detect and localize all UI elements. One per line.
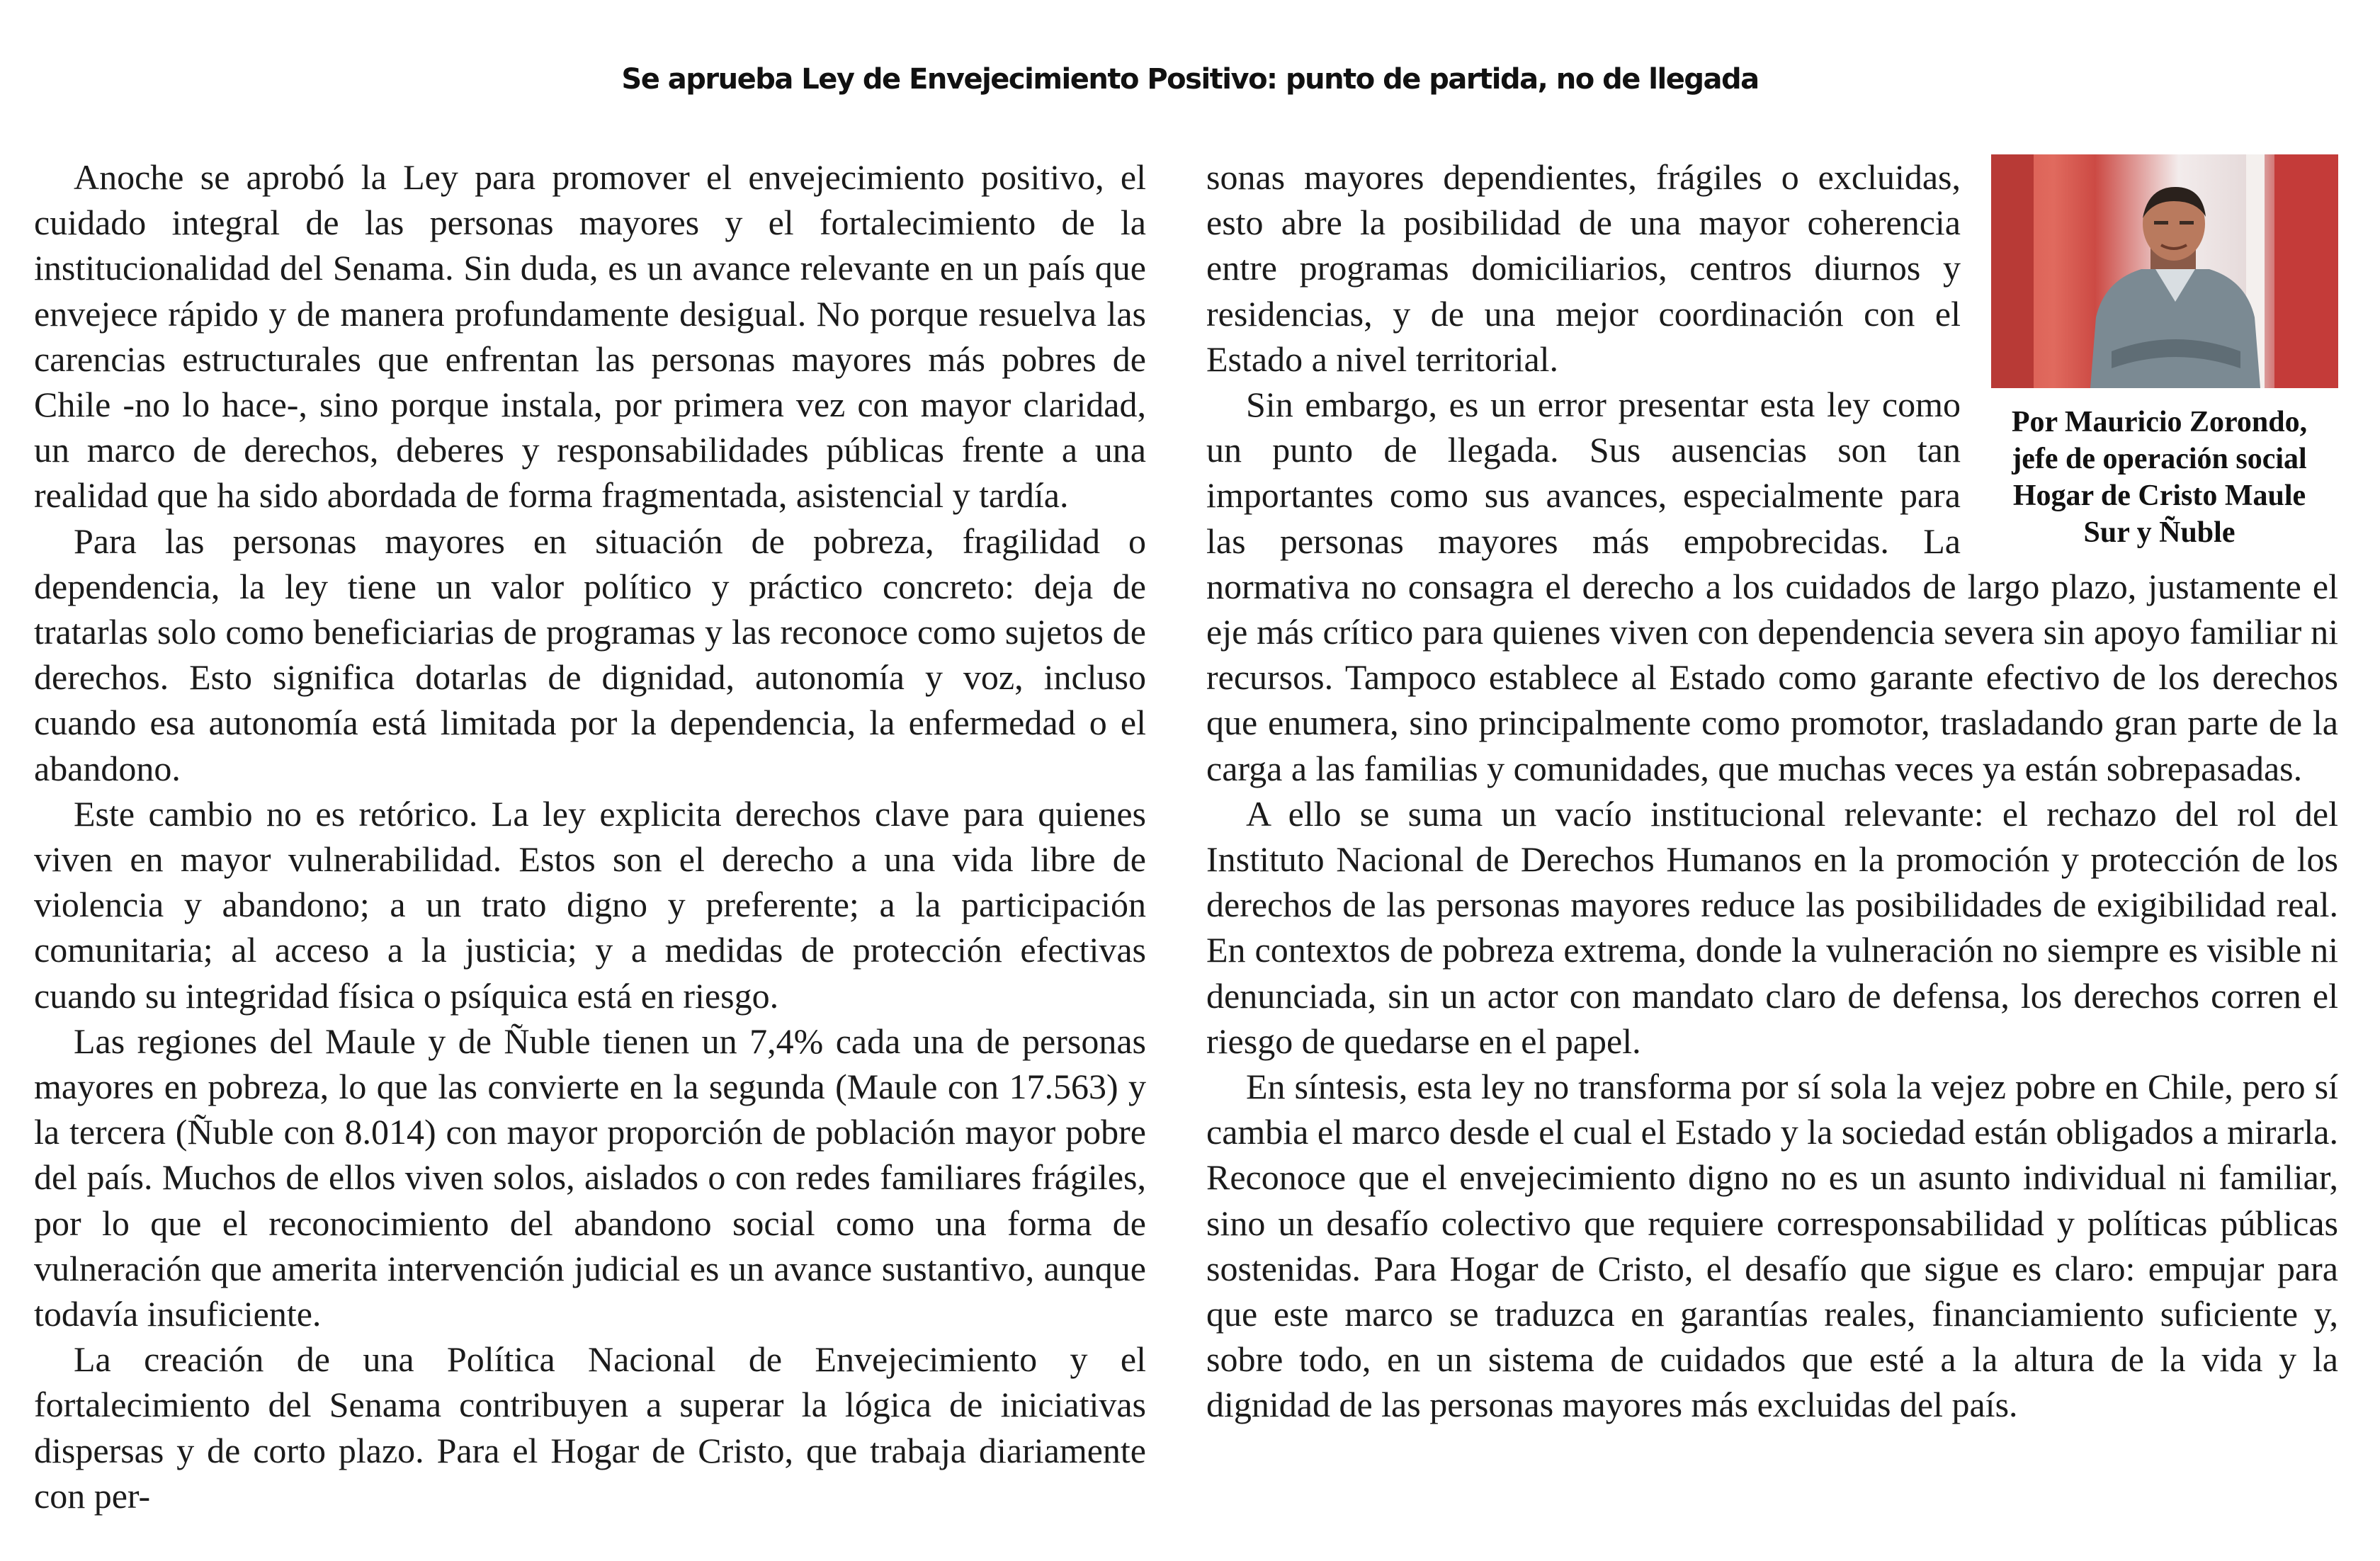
- author-caption: [1980, 404, 2338, 551]
- caption-line-2: jefe de operación social: [2012, 443, 2307, 475]
- paragraph-6: sonas mayores dependientes, frágiles o excluidas, esto abre la posibilidad de una mayor coherencia entre programas domiciliarios, centros diurnos y residencias, y de una mejor coordinación con el Estado a nivel territorial.: [1206, 157, 1961, 379]
- caption-line-1: Por Mauricio Zorondo,: [2011, 406, 2308, 438]
- person-figure-icon: [2083, 183, 2267, 388]
- caption-line-3: Hogar de Cristo Maule: [2012, 479, 2306, 512]
- paragraph-3: Este cambio no es retórico. La ley explicita derechos clave para quienes viven en mayor vulnerabilidad. Estos son el derecho a una vida libre de violencia y abandono; a un trato digno y preferente; a la participación comunitaria; al acceso a la justicia; y a medidas de protección efectivas cuando su integridad física o psíquica está en riesgo.: [34, 793, 1146, 1016]
- paragraph-8: A ello se suma un vacío institucional relevante: el rechazo del rol del Instituto Nacional de Derechos Humanos en la promoción y protección de los derechos de las personas mayores reduce las posibilidades de exigibilidad real. En contextos de pobreza extrema, donde la vulneración no siempre es visible ni denunciada, sin un actor con mandato claro de defensa, los derechos corren el riesgo de quedarse en el papel.: [1206, 793, 2338, 1061]
- author-photo: [1991, 154, 2338, 388]
- paragraph-2: Para las personas mayores en situación de pobreza, fragilidad o dependencia, la ley tiene un valor político y práctico concreto: deja de tratarlas solo como beneficiarias de programas y las reconoce como sujetos de derechos. Esto significa dotarlas de dignidad, autonomía y voz, incluso cuando esa autonomía está limitada por la dependencia, la enfermedad o el abandono.: [34, 521, 1146, 788]
- paragraph-9: En síntesis, esta ley no transforma por sí sola la vejez pobre en Chile, pero sí cambia el marco desde el cual el Estado y la sociedad están obligados a mirarla. Reconoce que el envejecimiento digno no es un asunto individual ni familiar, sino un desafío colectivo que requiere corresponsabilidad y políticas públicas sostenidas. Para Hogar de Cristo, el desafío que sigue es claro: empujar para que este marco se traduzca en garantías reales, financiamiento suficiente y, sobre todo, en un sistema de cuidados que esté a la altura de la vida y la dignidad de las personas mayores más excluidas del país.: [1206, 1067, 2338, 1425]
- article-column-right: [1206, 154, 2338, 1428]
- paragraph-1: Anoche se aprobó la Ley para promover el envejecimiento positivo, el cuidado integral de las personas mayores y el fortalecimiento de la institucionalidad del Senama. Sin duda, es un avance relevante en un país que envejece rápido y de manera profundamente desigual. No porque resuelva las carencias estructurales que enfrentan las personas mayores más pobres de Chile -no lo hace-, sino porque instala, por primera vez con mayor claridad, un marco de derechos, deberes y responsabilidades públicas frente a una realidad que ha sido abordada de forma fragmentada, asistencial y tardía.: [34, 157, 1146, 516]
- headline: Se aprueba Ley de Envejecimiento Positivo: punto de partida, no de llegada: [621, 62, 1759, 96]
- article-column-left: [34, 154, 1146, 1519]
- paragraph-5: La creación de una Política Nacional de Envejecimiento y el fortalecimiento del Senama contribuyen a superar la lógica de iniciativas dispersas y de corto plazo. Para el Hogar de Cristo, que trabaja diariamente con per-: [34, 1339, 1146, 1516]
- paragraph-4: Las regiones del Maule y de Ñuble tienen un 7,4% cada una de personas mayores en pobreza, lo que las convierte en la segunda (Maule con 17.563) y la tercera (Ñuble con 8.014) con mayor proporción de población mayor pobre del país. Muchos de ellos viven solos, aislados o con redes familiares frágiles, por lo que el reconocimiento del abandono social como una forma de vulneración que amerita intervención judicial es un avance sustantivo, aunque todavía insuficiente.: [34, 1021, 1146, 1334]
- caption-line-4: Sur y Ñuble: [2083, 516, 2236, 549]
- paragraph-7: Sin embargo, es un error presentar esta ley como un punto de llegada. Sus ausencias son tan importantes como sus avances, especialmente para las personas mayores más empobrecidas. La normativa no consagra el derecho a los cuidados de largo plazo, justamente el eje más crítico para quienes viven con dependencia severa sin apoyo familiar ni recursos. Tampoco establece al Estado como garante efectivo de los derechos que enumera, sino principalmente como promotor, trasladando gran parte de la carga a las familias y comunidades, que muchas veces ya están sobrepasadas.: [1206, 385, 2338, 788]
- author-box: [1980, 154, 2338, 547]
